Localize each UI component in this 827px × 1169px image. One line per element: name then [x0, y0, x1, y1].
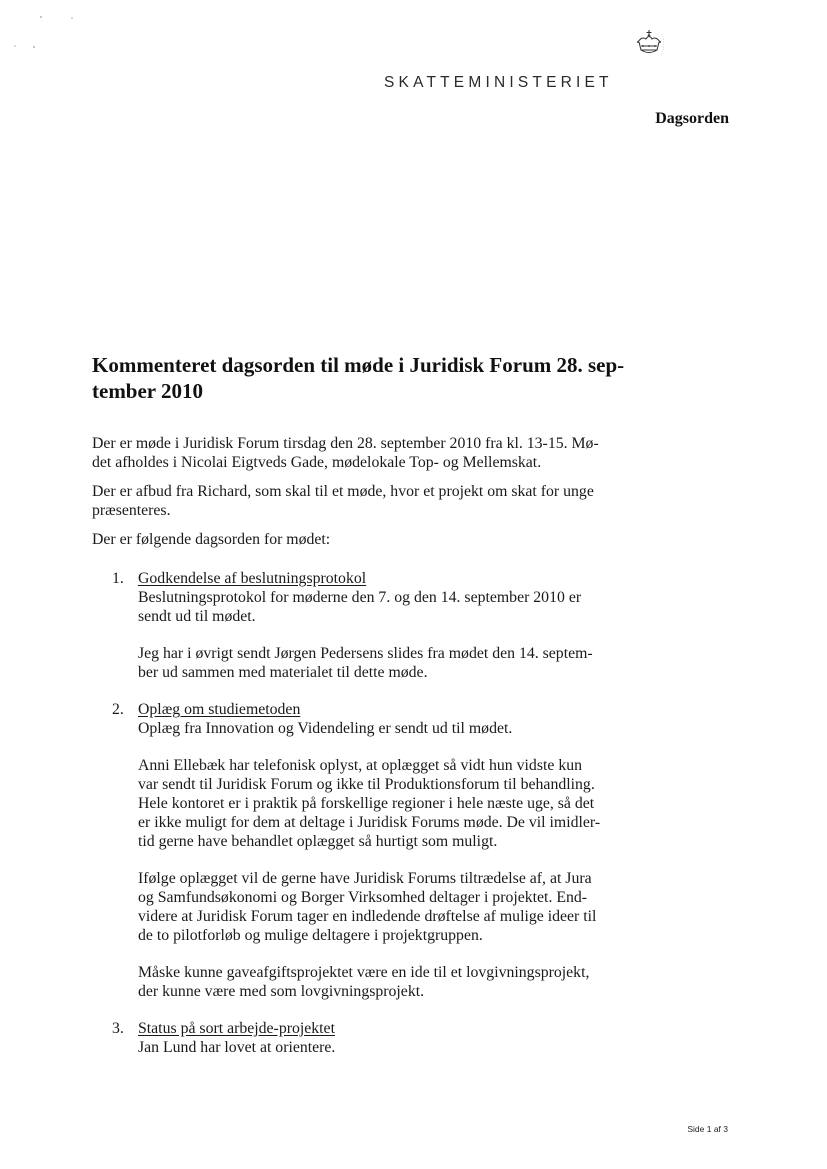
- text-line: tid gerne have behandlet oplægget så hurtigt som muligt.: [138, 833, 498, 850]
- intro-paragraph: [92, 434, 652, 472]
- agenda-item-paragraph: [138, 719, 652, 738]
- agenda-item: [92, 700, 652, 1001]
- royal-crown-crest-icon: [633, 28, 667, 62]
- page-number: Side 1 af 3: [687, 1124, 728, 1134]
- agenda-item-paragraph: [138, 869, 652, 945]
- agenda-item-paragraph: [138, 644, 652, 682]
- agenda-lead: Der er følgende dagsorden for mødet:: [92, 531, 331, 548]
- agenda-item-number: 1.: [112, 570, 124, 587]
- text-line: Anni Ellebæk har telefonisk oplyst, at oplægget så vidt hun vidste kun: [138, 757, 583, 774]
- text-line: og Samfundsøkonomi og Borger Virksomhed deltager i projektet. End-: [138, 889, 588, 906]
- text-line: der kunne være med som lovgivningsprojekt.: [138, 983, 425, 1000]
- text-line: ber ud sammen med materialet til dette møde.: [138, 664, 428, 681]
- agenda-item-paragraph: [138, 588, 652, 626]
- ministry-name: SKATTEMINISTERIET: [384, 74, 613, 91]
- title-line: tember 2010: [92, 379, 203, 403]
- agenda-item-number: 3.: [112, 1020, 124, 1037]
- agenda-item-paragraph: [138, 963, 652, 1001]
- document-body: [92, 434, 652, 1057]
- text-line: Jeg har i øvrigt sendt Jørgen Pedersens slides fra mødet den 14. septem-: [138, 645, 593, 662]
- agenda-item: [92, 569, 652, 682]
- text-line: Der er afbud fra Richard, som skal til et møde, hvor et projekt om skat for unge: [92, 483, 594, 500]
- document-title: [92, 352, 652, 404]
- text-line: Beslutningsprotokol for møderne den 7. og den 14. september 2010 er: [138, 589, 582, 606]
- title-line: Kommenteret dagsorden til møde i Juridisk Forum 28. sep-: [92, 353, 625, 377]
- document-type-label: Dagsorden: [655, 110, 729, 127]
- absence-paragraph: [92, 482, 652, 520]
- text-line: Der er møde i Juridisk Forum tirsdag den 28. september 2010 fra kl. 13-15. Mø-: [92, 435, 599, 452]
- text-line: videre at Juridisk Forum tager en indledende drøftelse af mulige ideer til: [138, 908, 597, 925]
- agenda-item-heading: Status på sort arbejde-projektet: [138, 1020, 335, 1037]
- agenda-item-paragraph: [138, 1038, 652, 1057]
- agenda-item-paragraph: [138, 756, 652, 851]
- agenda-item-heading: Oplæg om studiemetoden: [138, 701, 301, 718]
- text-line: var sendt til Juridisk Forum og ikke til Produktionsforum til behandling.: [138, 776, 595, 793]
- agenda-item-heading: Godkendelse af beslutningsprotokol: [138, 570, 367, 587]
- text-line: er ikke muligt for dem at deltage i Juridisk Forums møde. De vil imidler-: [138, 814, 601, 831]
- agenda-item-number: 2.: [112, 701, 124, 718]
- text-line: Ifølge oplægget vil de gerne have Juridisk Forums tiltrædelse af, at Jura: [138, 870, 592, 887]
- text-line: sendt ud til mødet.: [138, 608, 256, 625]
- text-line: Jan Lund har lovet at orientere.: [138, 1039, 336, 1056]
- text-line: præsenteres.: [92, 502, 171, 519]
- text-line: det afholdes i Nicolai Eigtveds Gade, mødelokale Top- og Mellemskat.: [92, 454, 542, 471]
- agenda-list: [92, 569, 652, 1057]
- text-line: Hele kontoret er i praktik på forskellige regioner i hele næste uge, så det: [138, 795, 595, 812]
- text-line: de to pilotforløb og mulige deltagere i projektgruppen.: [138, 927, 483, 944]
- agenda-item: [92, 1019, 652, 1057]
- text-line: Måske kunne gaveafgiftsprojektet være en ide til et lovgivningsprojekt,: [138, 964, 590, 981]
- scan-specks: [0, 0, 120, 80]
- text-line: Oplæg fra Innovation og Videndeling er sendt ud til mødet.: [138, 720, 513, 737]
